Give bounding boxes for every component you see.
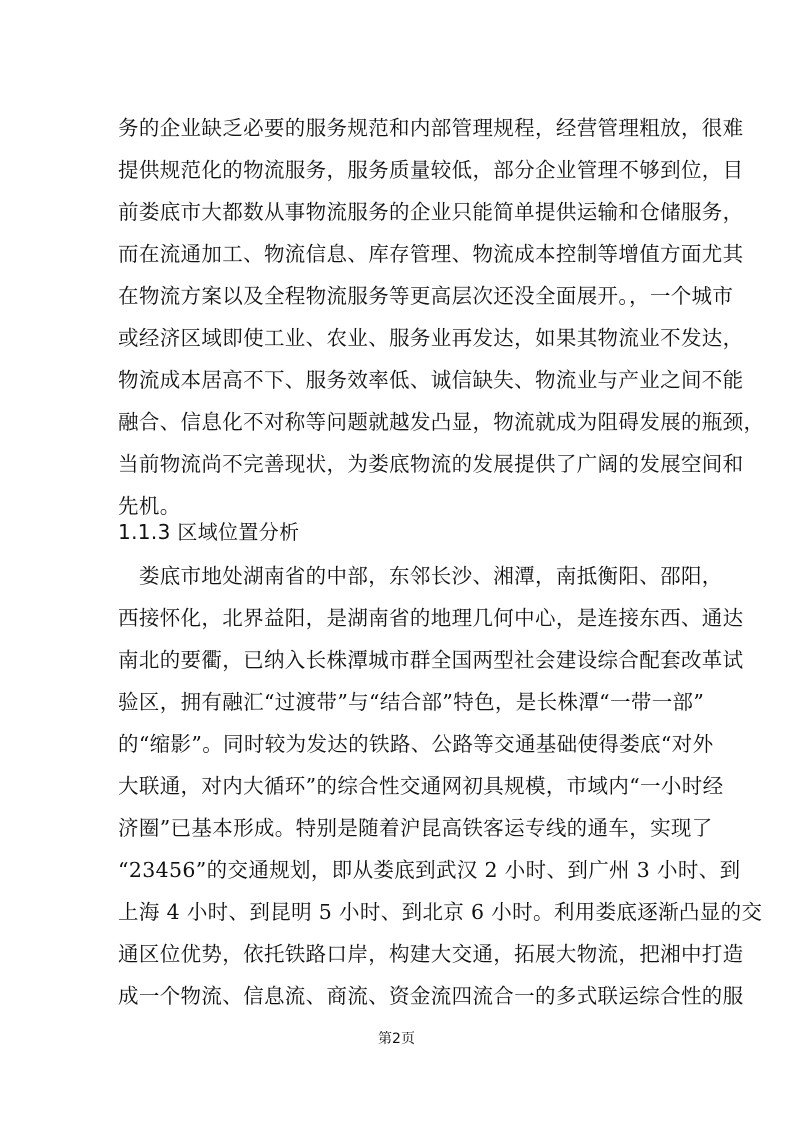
text-line: 大联通，对内大循环”的综合性交通网初具规模，市域内“一小时经	[118, 774, 724, 798]
section-heading: 1.1.3 区域位置分析	[118, 520, 300, 544]
text-line: 务的企业缺乏必要的服务规范和内部管理规程，经营管理粗放，很难	[118, 116, 744, 140]
text-line: 成一个物流、信息流、商流、资金流四流合一的多式联运综合性的服	[118, 984, 744, 1008]
page-footer: 第2页	[378, 1031, 415, 1047]
text-line: 西接怀化，北界益阳，是湖南省的地理几何中心，是连接东西、通达	[118, 606, 744, 630]
text-line: 融合、信息化不对称等问题就越发凸显，物流就成为阻碍发展的瓶颈，	[118, 410, 765, 434]
text-line: 的“缩影”。同时较为发达的铁路、公路等交通基础使得娄底“对外	[118, 732, 714, 756]
text-line: 物流成本居高不下、服务效率低、诚信缺失、物流业与产业之间不能	[118, 368, 744, 392]
text-line: 前娄底市大都数从事物流服务的企业只能简单提供运输和仓储服务，	[118, 200, 744, 224]
text-line: “23456”的交通规划，即从娄底到武汉 2 小时、到广州 3 小时、到	[118, 858, 741, 882]
text-line: 通区位优势，依托铁路口岸，构建大交通，拓展大物流，把湘中打造	[118, 942, 744, 966]
text-line: 或经济区域即使工业、农业、服务业再发达，如果其物流业不发达，	[118, 326, 744, 350]
text-line: 娄底市地处湖南省的中部，东邻长沙、湘潭，南抵衡阳、邵阳，	[118, 564, 723, 588]
text-line: 提供规范化的物流服务，服务质量较低，部分企业管理不够到位，目	[118, 158, 744, 182]
text-line: 南北的要衢，已纳入长株潭城市群全国两型社会建设综合配套改革试	[118, 648, 744, 672]
text-line: 而在流通加工、物流信息、库存管理、物流成本控制等增值方面尤其	[118, 242, 744, 266]
text-line: 验区，拥有融汇“过渡带”与“结合部”特色，是长株潭“一带一部”	[118, 690, 705, 714]
text-line: 上海 4 小时、到昆明 5 小时、到北京 6 小时。利用娄底逐渐凸显的交	[118, 900, 763, 924]
text-line: 在物流方案以及全程物流服务等更高层次还没全面展开。，一个城市	[118, 284, 734, 308]
text-line: 先机。	[118, 494, 181, 518]
text-line: 济圈”已基本形成。特别是随着沪昆高铁客运专线的通车，实现了	[118, 816, 713, 840]
text-line: 当前物流尚不完善现状，为娄底物流的发展提供了广阔的发展空间和	[118, 452, 744, 476]
